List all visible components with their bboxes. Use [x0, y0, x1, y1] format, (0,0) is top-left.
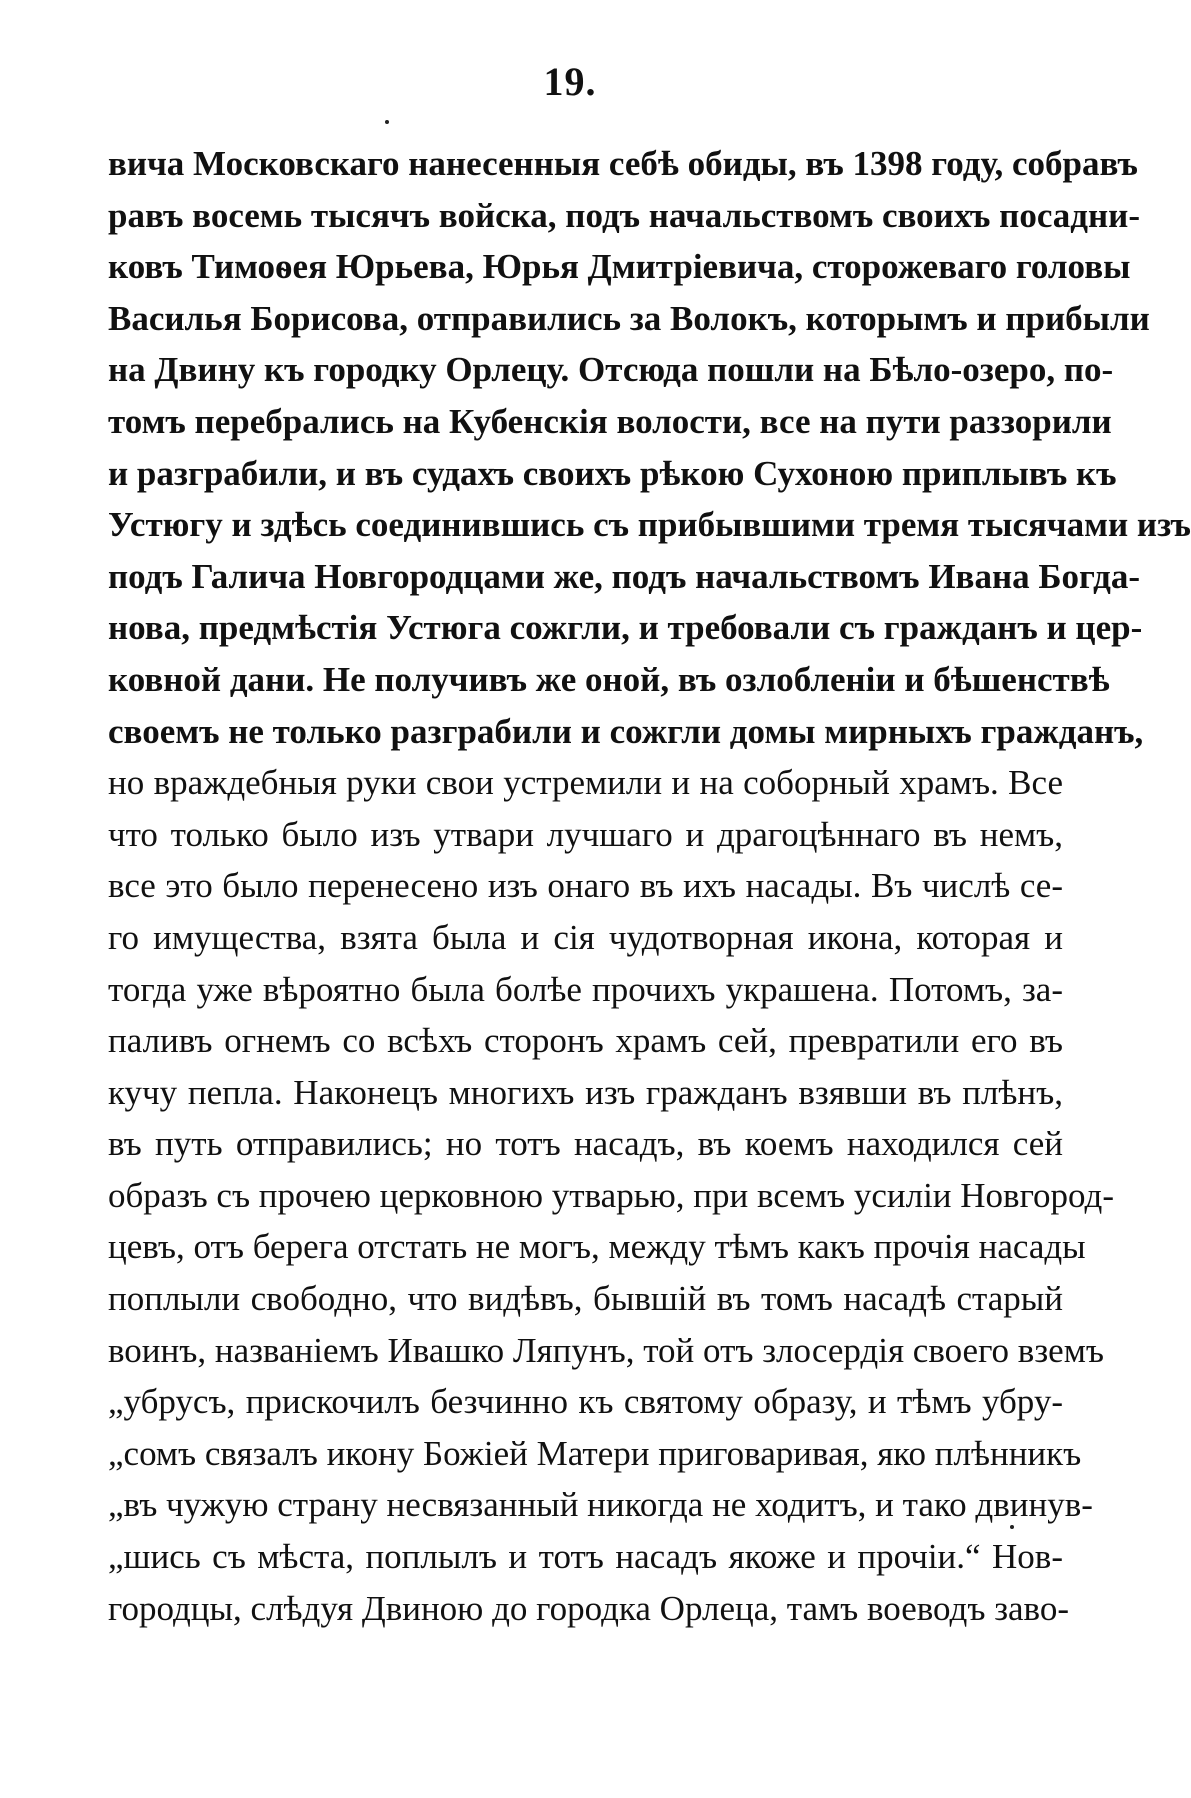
text-line: тогда уже вѣроятно была болѣе прочихъ украшена. Потомъ, за- — [108, 969, 1063, 1009]
text-line: своемъ не только разграбили и сожгли домы мирныхъ гражданъ, — [108, 711, 1144, 751]
text-line: „убрусъ, прискочилъ безчинно къ святому образу, и тѣмъ убру- — [108, 1382, 1063, 1422]
page-number: 19. — [543, 59, 597, 104]
ink-speck — [1010, 1525, 1014, 1529]
text-line: паливъ огнемъ со всѣхъ сторонъ храмъ сей, превратили его въ — [108, 1021, 1063, 1061]
text-line: равъ восемь тысячъ войска, подъ начальствомъ своихъ посадни- — [108, 195, 1140, 235]
text-line: все это было перенесено изъ онаго въ ихъ насады. Въ числѣ се- — [108, 866, 1063, 906]
text-line: образъ съ прочею церковною утварью, при всемъ усиліи Новгород- — [108, 1175, 1115, 1215]
text-line: кучу пепла. Наконецъ многихъ изъ гражданъ взявши въ плѣнъ, — [108, 1072, 1063, 1112]
body-text — [108, 138, 1191, 1634]
text-line: вича Московскаго нанесенныя себѣ обиды, въ 1398 году, собравъ — [108, 144, 1138, 183]
text-line: подъ Галича Новгородцами же, подъ начальствомъ Ивана Богда- — [108, 556, 1141, 596]
text-line: Устюгу и здѣсь соединившись съ прибывшими тремя тысячами изъ — [108, 505, 1191, 545]
text-line: ковъ Тимоѳея Юрьева, Юрья Дмитріевича, сторожеваго головы — [108, 247, 1131, 287]
text-line: въ путь отправились; но тотъ насадъ, въ коемъ находился сей — [108, 1124, 1063, 1164]
text-line: го имущества, взята была и сія чудотворная икона, которая и — [108, 917, 1063, 957]
text-line: что только было изъ утвари лучшаго и драгоцѣннаго въ немъ, — [108, 814, 1063, 854]
text-line: и разграбили, и въ судахъ своихъ рѣкою Сухоною приплывъ къ — [108, 453, 1117, 493]
text-line: на Двину къ городку Орлецу. Отсюда пошли на Бѣло-озеро, по- — [108, 350, 1114, 390]
text-line: воинъ, названіемъ Ивашко Ляпунъ, той отъ злосердія своего вземъ — [108, 1330, 1104, 1370]
text-line: томъ перебрались на Кубенскія волости, все на пути раззорили — [108, 401, 1112, 441]
text-line: городцы, слѣдуя Двиною до городка Орлеца, тамъ воеводъ заво- — [108, 1588, 1069, 1628]
text-line: Василья Борисова, отправились за Волокъ, которымъ и прибыли — [108, 298, 1150, 338]
text-line: ковной дани. Не получивъ же оной, въ озлобленіи и бѣшенствѣ — [108, 659, 1110, 699]
text-line: „шись съ мѣста, поплылъ и тотъ насадъ якоже и прочіи.“ Нов- — [108, 1537, 1063, 1577]
text-line: поплыли свободно, что видѣвъ, бывшій въ томъ насадѣ старый — [108, 1279, 1063, 1319]
text-line: но враждебныя руки свои устремили и на соборный храмъ. Все — [108, 763, 1063, 803]
text-line: „сомъ связалъ икону Божіей Матери приговаривая, яко плѣнникъ — [108, 1433, 1082, 1473]
ink-speck — [385, 120, 389, 124]
text-line: нова, предмѣстія Устюга сожгли, и требовали съ гражданъ и цер- — [108, 608, 1143, 648]
text-line: „въ чужую страну несвязанный никогда не ходитъ, и тако двинув- — [108, 1485, 1093, 1525]
text-line: цевъ, отъ берега отстать не могъ, между тѣмъ какъ прочія насады — [108, 1227, 1086, 1267]
